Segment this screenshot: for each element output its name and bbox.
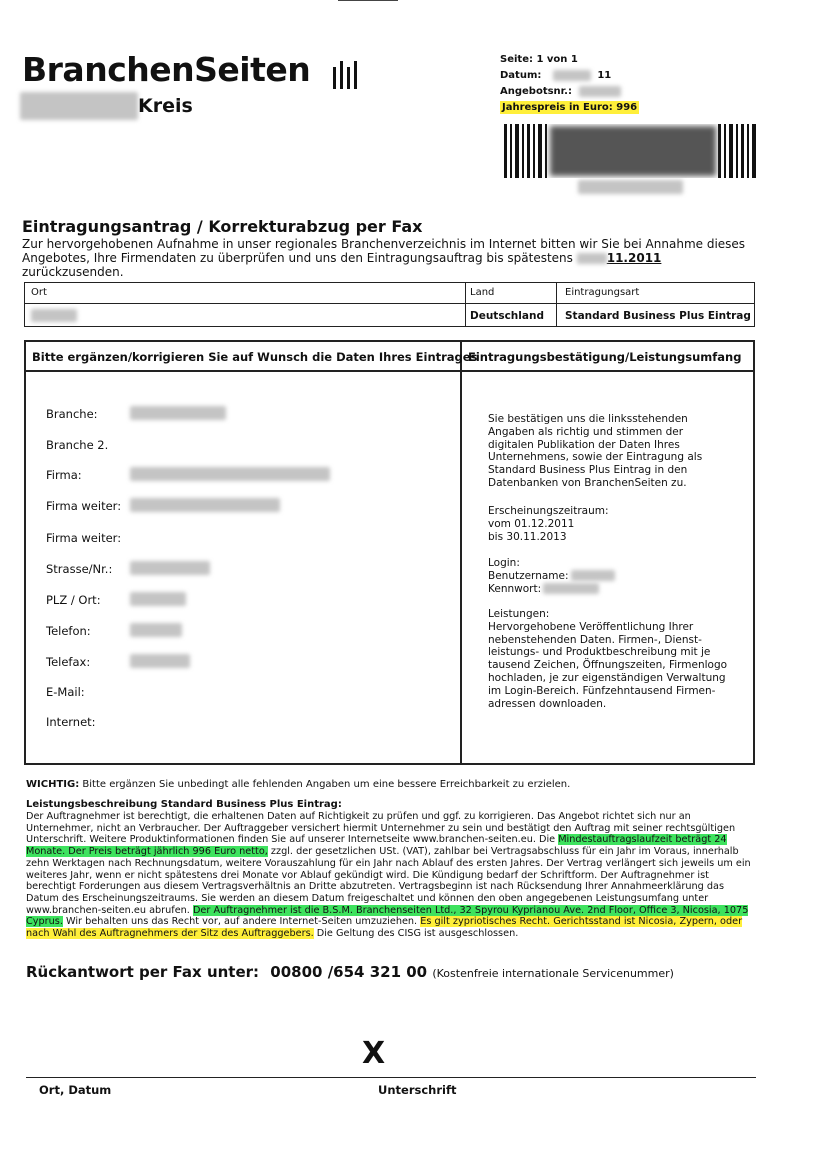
intro-before: Zur hervorgehobenen Aufnahme in unser regionales Branchenverzeichnis im Internet bitten wir Sie bei Annahme dieses Angebotes, Ihre Firmendaten zu überprüfen und uns den Eintragungsauftrag bis spätestens [22, 237, 746, 265]
offer-number-label: Angebotsnr.: [500, 86, 572, 97]
confirmation-text: Sie bestätigen uns die linksstehenden Angaben als richtig und stimmen der digitalen Publikation der Daten Ihres Unternehmens, sowie der Eintragung als Standard Business Plus Eintrag in den Datenbanken von BranchenSeiten zu. [488, 413, 703, 489]
terms-p4: Die Geltung des CISG ist ausgeschlossen. [313, 928, 519, 940]
login-label: Login: [488, 557, 520, 569]
date-label: Datum: [500, 70, 542, 81]
region-suffix: Kreis [138, 95, 193, 117]
deadline-date-suffix: 11.2011 [606, 251, 662, 265]
offer-meta [500, 52, 639, 116]
important-note [26, 779, 570, 790]
field-firma: Firma: [46, 468, 82, 482]
field-firma-weiter-2: Firma weiter: [46, 531, 122, 545]
services-label: Leistungen: [488, 608, 550, 620]
field-plz-ort-value [130, 592, 186, 606]
page-count: Seite: 1 von 1 [500, 54, 578, 65]
intro-after: zurückzusenden. [22, 265, 124, 279]
field-strasse-value [130, 561, 210, 575]
field-email: E-Mail: [46, 685, 85, 699]
terms-p3: Wir behalten uns das Recht vor, auf andere Internet-Seiten umzuziehen. [62, 916, 421, 928]
entry-table-split [460, 342, 462, 763]
annual-price-row [500, 100, 639, 116]
field-branche-2: Branche 2. [46, 438, 109, 452]
services-info [488, 608, 728, 710]
barcode-logo-icon [333, 50, 361, 89]
username-label: Benutzername: [488, 569, 569, 582]
top-edge-line [338, 0, 398, 1]
field-telefax-value [130, 654, 190, 668]
entry-data-table [24, 340, 755, 765]
ort-value-redacted [31, 309, 77, 322]
field-branche: Branche: [46, 407, 98, 421]
barcode-icon [504, 124, 756, 178]
terms-p2: zzgl. der gesetzlichen USt. (VAT), zahlbar bei Vertragsabschluss für ein Jahr im Voraus, innerhalb zehn Werktagen nach Rechnungsdatum, weitere Vorauszahlung für ein Jahr nach Ablauf des ersten Jahres. Der Vertrag verlängert sich jeweils um ein weiteres Jahr, wenn er nicht spätestens drei Monate vor Ablauf gekündigt wird. Die Kündigung bedarf der Schriftform. Der Auftragnehmer ist berechtigt Forderungen aus diesem Vertragsverhältnis an Dritte abzutreten. Vertragsbeginn ist nach Rücksendung Ihrer Annahmeerklärung das Datum des Erscheinungszeitraums. Sie werden an diesem Datum freigeschaltet und können den oben angegebenen Leistungsumfang unter www.branchen-seiten.eu abrufen. [26, 846, 751, 916]
period-label: Erscheinungszeitraum: [488, 505, 609, 517]
deadline-date [577, 251, 662, 265]
service-description-title: Leistungsbeschreibung Standard Business Plus Eintrag: [26, 799, 342, 810]
barcode-number-redacted [578, 180, 683, 194]
fax-number: 00800 /654 321 00 [270, 963, 428, 981]
terms-p1: Der Auftragnehmer ist berechtigt, die erhaltenen Daten auf Richtigkeit zu prüfen und ggf. zu korrigieren. Das Angebot richtet sich nur an Unternehmer, nicht an Verbraucher. Der Auftraggeber versichert hiermit Unternehmer zu sein und bestätigt den Auftrag mit seiner rechtsgültigen Unterschrift. Weitere Produktinformationen finden Sie auf unserer Internetseite www.branchen-seiten.eu. Die [26, 811, 736, 846]
date-redacted [553, 70, 591, 81]
password-redacted [543, 583, 599, 594]
username-row [488, 570, 758, 583]
correction-header: Bitte ergänzen/korrigieren Sie auf Wunsch die Daten Ihres Eintrages [32, 350, 478, 364]
entry-table-header-line [26, 370, 753, 372]
password-label: Kennwort: [488, 582, 542, 595]
period-to: bis 30.11.2013 [488, 530, 567, 543]
annual-price: Jahrespreis in Euro: 996 [502, 102, 638, 113]
terms-jurisdiction-highlight: Es gilt zypriotisches Recht. Gerichtsstand ist Nicosia, Zypern, oder nach Wahl des Auftragnehmers der Sitz des Auftraggebers. [26, 916, 743, 940]
service-description-text [26, 811, 758, 940]
field-branche-value [130, 406, 226, 420]
field-telefax: Telefax: [46, 655, 91, 669]
field-firma-weiter-1: Firma weiter: [46, 499, 122, 513]
date-row [500, 68, 639, 84]
offer-number-redacted [579, 86, 621, 97]
signature-x-mark: X [362, 1036, 386, 1071]
services-text: Hervorgehobene Veröffentlichung Ihrer nebenstehenden Daten. Firmen-, Dienst-leistungs- und Produktbeschreibung mit je tausend Zeichen, Öffnungszeiten, Firmenlogo hochladen, je zur eigenständigen Verwaltung im Login-Bereich. Fünfzehntausend Firmen-adressen downloaden. [488, 620, 728, 710]
date-year: 11 [597, 70, 612, 81]
important-text: Bitte ergänzen Sie unbedingt alle fehlenden Angaben um eine bessere Erreichbarkeit zu erzielen. [79, 779, 571, 790]
terms-min-duration-highlight: Mindestauftragslaufzeit beträgt 24 Monate. Der Preis beträgt jährlich 996 Euro netto, [26, 834, 727, 858]
signature-line [26, 1077, 756, 1078]
region-name-redacted [20, 92, 138, 120]
place-date-label: Ort, Datum [39, 1083, 112, 1097]
signature-label: Unterschrift [378, 1083, 457, 1097]
period-from: vom 01.12.2011 [488, 517, 575, 530]
intro-text [22, 237, 762, 279]
terms-contractor-highlight: Der Auftragnehmer ist die B.S.M. Branchenseiten Ltd., 32 Spyrou Kyprianou Ave. 2nd Floor, Office 3, Nicosia, 1075 Cyprus. [26, 904, 749, 928]
brand-name: BranchenSeiten [22, 50, 311, 89]
login-info [488, 557, 758, 595]
deadline-redacted [577, 253, 607, 264]
password-row [488, 583, 758, 596]
confirmation-header: Eintragungsbestätigung/Leistungsumfang [468, 350, 742, 364]
location-table-col-art [556, 283, 557, 326]
document-title: Eintragungsantrag / Korrekturabzug per Fax [22, 217, 423, 236]
fax-note: (Kostenfreie internationale Servicenummer) [432, 967, 674, 980]
entry-type-label: Eintragungsart [565, 287, 640, 298]
important-label: WICHTIG: [26, 779, 80, 790]
location-table-col-land [465, 283, 466, 326]
brand-header [22, 50, 361, 89]
field-strasse: Strasse/Nr.: [46, 562, 113, 576]
fax-label: Rückantwort per Fax unter: [26, 963, 260, 981]
field-plz-ort: PLZ / Ort: [46, 593, 101, 607]
field-internet: Internet: [46, 715, 96, 729]
fax-reply-line [26, 963, 674, 981]
entry-type-value: Standard Business Plus Eintrag [565, 310, 751, 322]
field-firma-value [130, 467, 330, 481]
field-telefon-value [130, 623, 182, 637]
username-redacted [571, 570, 615, 581]
field-telefon: Telefon: [46, 624, 91, 638]
land-label: Land [470, 287, 495, 298]
location-table [24, 282, 755, 327]
location-table-divider [25, 303, 754, 304]
land-value: Deutschland [470, 310, 544, 322]
offer-number-row [500, 84, 639, 100]
ort-label: Ort [31, 287, 47, 298]
field-firma-weiter-value [130, 498, 280, 512]
publication-period [488, 505, 758, 543]
